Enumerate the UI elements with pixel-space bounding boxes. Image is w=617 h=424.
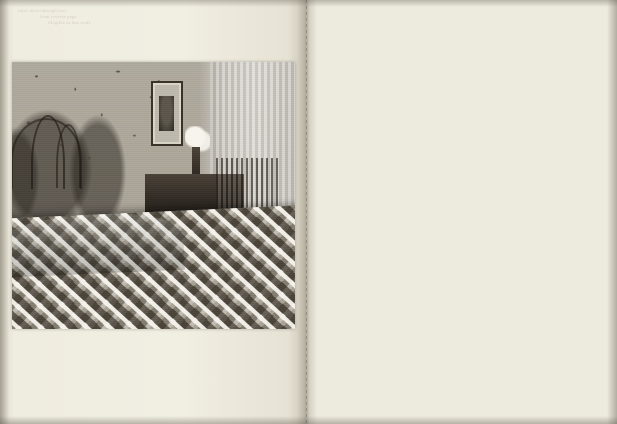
bleed-through-text [18, 8, 178, 26]
patch-quilt-bedspread [12, 204, 295, 329]
bleed-through-line-3: illegible at this scale [48, 20, 91, 25]
photo-room-scene [12, 62, 295, 329]
right-page [306, 0, 617, 424]
bedroom-photo [12, 62, 295, 329]
bleed-through-line-2: from reverse page [40, 14, 77, 19]
left-page [0, 0, 306, 424]
headboard-arch-right [56, 124, 81, 187]
framed-wall-picture [151, 81, 183, 146]
bleed-through-line-1: faint show-through text [18, 8, 67, 13]
framed-wall-picture-image [159, 96, 174, 130]
